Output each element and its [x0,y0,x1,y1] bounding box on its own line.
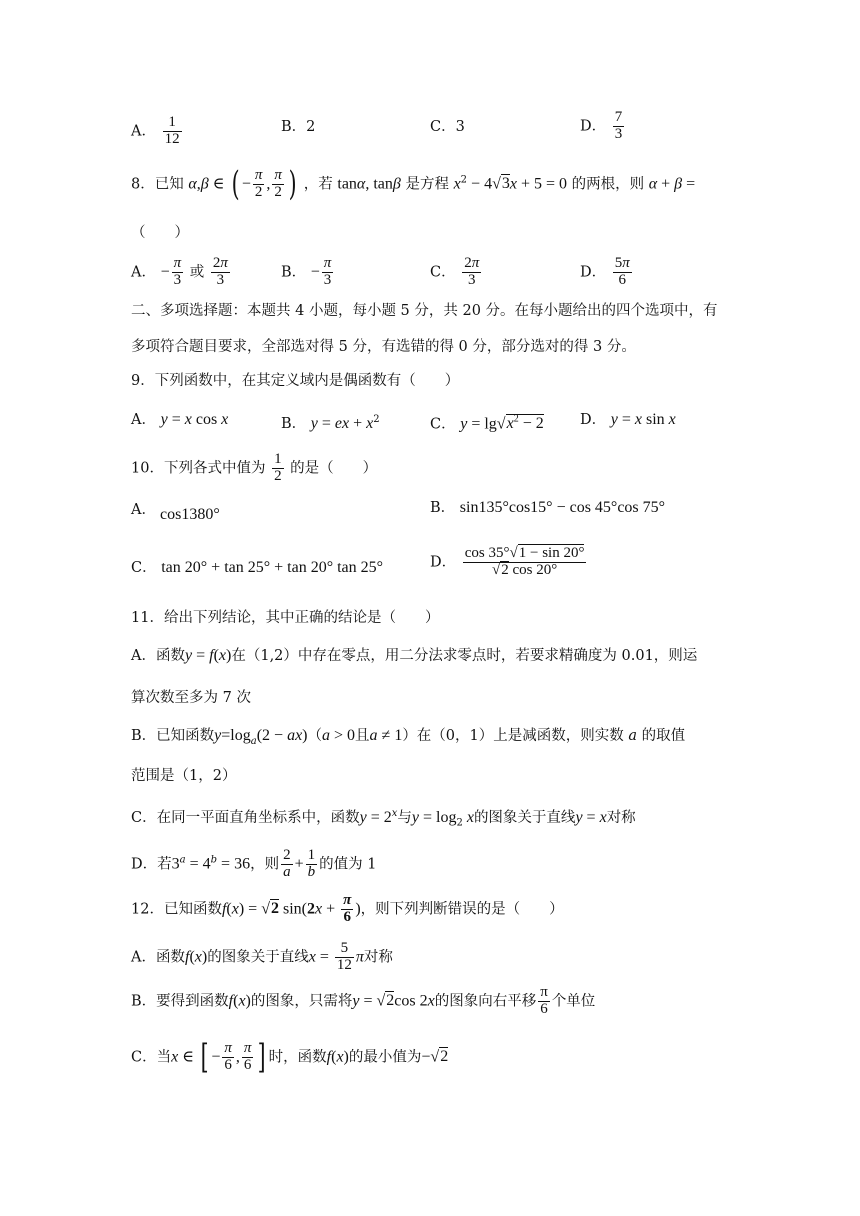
q12-text: 时，函数 [268,1049,327,1066]
option-label: B． [430,500,456,516]
option-label: A． [131,412,156,428]
denominator: 3 [614,125,623,142]
q12-text: 个单位 [551,993,596,1010]
q11-text: 与 [397,809,412,826]
option-label: A． [131,264,156,281]
q11-text: 且 [355,728,370,744]
numerator: 7 [614,109,623,125]
q11-option-b-line2: 范围是（1，2） [131,768,237,784]
q12-text: 的图象，只需将 [250,993,353,1010]
q11-text: 的取值 [641,728,686,744]
q8-text: ，若 [303,176,333,193]
q8-text: 是方程 [405,176,449,193]
q11-text: （ [307,728,322,744]
q11-option-a-line1: A．函数y = f(x)在（1,2）中存在零点，用二分法求零点时，若要求精确度为 0.01，则运 [131,647,698,664]
option-label: C． [430,416,456,433]
option-label: C． [430,119,456,135]
q12-text: 12．已知函数 [131,901,222,918]
q9-option-a: A． y = x cos x [131,411,229,428]
q9-option-c: C． $y = \lg√x^2 - 2$ [430,414,544,433]
q7-option-a [131,115,184,148]
option-value: 3 [455,119,465,135]
option-label: D． [580,264,607,281]
q12-text: C．当 [131,1049,172,1066]
q12-option-c: C．当x ∈ [ − $\frac{\pi}{6}$ , $\frac{\pi}{6}$ ] 时，函数f(x)的最小值为−√2 [131,1037,449,1078]
denominator: 12 [164,130,180,147]
q9-option-d: D． y = x sin x [580,411,676,428]
q7-option-c [430,117,465,137]
q7-option-d [580,110,626,143]
q11-option-c: C．在同一平面直角坐标系中，函数$y = 2^x$与$y = \log_2 x$的图象关于直线y = x对称 [131,808,636,829]
q11-text: ，则 [250,856,280,873]
q10-text: 的是（ ） [290,460,378,477]
q10-option-c: C． tan 20° + tan 25° + tan 20° tan 25° [131,559,384,576]
q12-text: 的图象关于直线 [207,949,309,966]
option-label: B． [281,415,307,432]
option-label: D． [580,118,607,135]
q11-text: C．在同一平面直角坐标系中，函数 [131,809,360,826]
q10-stem: 10．下列各式中值为 $\frac{1}{2}$ 的是（ ） [131,451,378,484]
or-text: 或 [189,264,205,281]
q11-text: ）在（0，1）上是减函数，则实数 [402,728,624,744]
q8-option-c: C． $\frac{2\pi}{3}$ [430,255,480,288]
q12-text: 的图象向右平移 [434,993,537,1010]
q10-option-d: D． $\frac{\cos 35^\circ√1 - \sin 20^\circ}{√2 \cos 20^\circ}$ [430,545,585,578]
q9-option-b: B． y = ex + $x^2$ [281,414,380,432]
section2-line1: 二、多项选择题：本题共 4 小题，每小题 5 分，共 20 分。在每小题给出的四个选项中，有 [131,303,718,319]
option-label: B． [281,264,307,281]
q11-text: A．函数 [131,648,185,664]
q11-text: D．若 [131,856,172,873]
q8-number: 8．已知 [131,176,184,193]
q11-text: 对称 [606,809,636,826]
q8-option-b: B． − $\frac{\pi}{3}$ [281,255,332,288]
option-label: A． [131,123,156,140]
section2-line2: 多项符合题目要求，全部选对得 5 分，有选错的得 0 分，部分选对的得 3 分。 [131,339,636,355]
q12-option-b: B．要得到函数f(x)的图象，只需将y = √2cos 2x的图象向右平移 $\frac{\pi}{6}$ 个单位 [131,984,596,1017]
q11-option-b-line1: B．已知函数$y=\log_a(2 - ax)(a > 0$且a ≠ 1）在（0，1）上是减函数，则实数 a 的取值 [131,727,686,747]
fraction [163,115,182,148]
fraction [613,110,625,143]
q11-stem: 11．给出下列结论，其中正确的结论是（ ） [131,610,440,626]
q12-text: 的最小值为 [348,1049,422,1066]
q12-stem: 12．已知函数f(x) = √2 sin(2x + $\frac{\pi}{6}$ )，则下列判断错误的是（ ） [131,892,564,925]
q9-stem: 9．下列函数中，在其定义域内是偶函数有（ ） [131,373,460,389]
q12-text: 对称 [363,949,393,966]
math-alpha-beta: α [188,175,197,193]
q11-text: 在（1,2）中存在零点，用二分法求零点时，若要求精确度为 0.01，则运 [231,648,698,664]
q7-option-b [281,117,315,137]
option-value: 2 [306,119,316,135]
q12-text: B．要得到函数 [131,993,229,1010]
q8-option-a: A． − $\frac{\pi}{3}$ 或 $\frac{2\pi}{3}$ [131,255,228,288]
q11-text: B．已知函数 [131,728,215,744]
q8-text: 的两根，则 [571,176,645,193]
q10-option-a: A． cos1380° [131,502,220,523]
q8-stem: 8．已知 α,β ∈ ( − $\frac{\pi}{2}$ , $\frac{\pi}{2}$ ) ，若 tanα, tanβ 是方程 $x^2 - 4√3x + 5 = 0$ 的两根，则 α + β = [131,164,696,205]
option-label: A． [131,502,156,518]
option-label: C． [131,560,157,576]
q11-option-d: D．若$3^a = 4^b = 36$，则 $\frac{2}{a}$ + $\frac{1}{b}$ 的值为 1 [131,847,377,880]
q11-option-a-line2: 算次数至多为 7 次 [131,690,251,706]
q12-text: A．函数 [131,949,185,966]
q8-answer-paren: （ ） [131,225,189,241]
q8-option-d: D． $\frac{5\pi}{6}$ [580,255,630,288]
option-label: D． [580,412,607,428]
q10-option-b: B． sin135°cos15° − cos 45°cos 75° [430,499,666,516]
q11-text: 的值为 1 [319,856,377,873]
q11-text: 的图象关于直线 [473,809,576,826]
numerator: 1 [163,115,182,132]
q12-option-a: A．函数f(x)的图象关于直线x = $\frac{5}{12}$ π对称 [131,940,393,973]
option-label: C． [430,264,456,281]
option-label: B． [281,119,307,135]
option-label: D． [430,554,457,571]
q12-text: ，则下列判断错误的是（ ） [360,901,564,918]
q10-text: 10．下列各式中值为 [131,460,266,477]
